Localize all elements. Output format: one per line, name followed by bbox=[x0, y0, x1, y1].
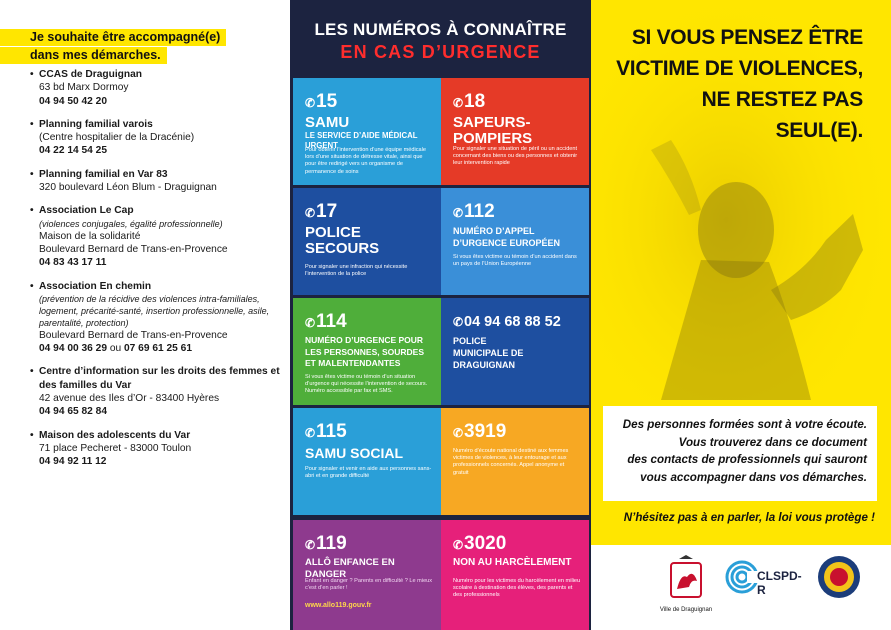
tile-subtitle: LE SERVICE D’AIDE MÉDICAL URGENT bbox=[305, 131, 418, 150]
tile-15 bbox=[293, 78, 441, 185]
message-body bbox=[603, 416, 867, 486]
contact-association-en-chemin bbox=[30, 280, 285, 356]
contact-address: Boulevard Bernard de Trans-en-Provence bbox=[39, 329, 228, 341]
tile-subtitle: NUMÉRO D’APPEL D’URGENCE EUROPÉEN bbox=[453, 226, 561, 248]
contact-name: • Association En chemin bbox=[39, 280, 152, 292]
tile-112 bbox=[441, 188, 589, 295]
contact-name: • Maison des adolescents du Var bbox=[39, 429, 191, 441]
message-line: vous accompagner dans vos démarches. bbox=[640, 470, 867, 484]
contact-phone[interactable]: 04 22 14 54 25 bbox=[39, 145, 107, 157]
main-headline bbox=[616, 22, 863, 146]
tile-description: Si vous êtes victime ou témoin d’un situation d’urgence qui nécessite l’intervention de secours. Numéro accessible par fax et SMS. bbox=[305, 374, 428, 395]
tile-title: SAMU SOCIAL bbox=[305, 445, 403, 461]
contact-address: 320 boulevard Léon Blum - Draguignan bbox=[39, 182, 217, 194]
tile-subtitle: NUMÉRO D’URGENCE POUR LES PERSONNES, SOURDES ET MALENTENDANTES bbox=[305, 335, 425, 368]
tile-title: POLICE SECOURS bbox=[305, 224, 380, 257]
contact-note: (violences conjugales, égalité professionnelle) bbox=[39, 218, 223, 229]
contact-name: • CCAS de Draguignan bbox=[39, 69, 143, 80]
phone-icon: ✆ bbox=[305, 538, 316, 552]
emergency-title-line-1: LES NUMÉROS À CONNAÎTRE bbox=[314, 20, 567, 39]
clspd-rings-icon bbox=[725, 557, 759, 597]
tile-description: Enfant en danger ? Parents en difficulté ? Le mieux c’est d’en parler ! bbox=[305, 578, 433, 592]
tile-description: Numéro d’écoute national destiné aux femmes victimes de violences, à leur entourage et aux professionnels concernés. Appel anonyme et gratuit bbox=[453, 448, 569, 476]
tile-description: Numéro pour les victimes du harcèlement en milieu scolaire à destination des élèves, des parents et des professionnels bbox=[453, 578, 581, 599]
contact-planning-familial-varois bbox=[30, 118, 285, 158]
headline-line: VICTIME DE VIOLENCES, bbox=[616, 57, 863, 80]
contact-phone[interactable]: 04 94 00 36 29 bbox=[39, 343, 107, 355]
phone-icon: ✆ bbox=[305, 206, 316, 220]
tile-description: Pour signaler et venir en aide aux personnes sans-abri et en grande difficulté bbox=[305, 466, 432, 480]
contact-name: • Planning familial varois bbox=[39, 118, 153, 130]
contact-phone[interactable]: 04 94 50 42 20 bbox=[39, 95, 107, 107]
tile-title: ALLÔ ENFANCE EN DANGER bbox=[305, 557, 395, 580]
seal-logo bbox=[817, 555, 861, 599]
tile-number[interactable]: ✆112 bbox=[453, 201, 495, 222]
contact-name: • Centre d’information sur les droits des femmes et des familles du Var bbox=[39, 366, 280, 391]
tile-number[interactable]: ✆3020 bbox=[453, 533, 507, 554]
contact-address: 63 bd Marx Dormoy bbox=[39, 82, 129, 94]
contact-name: • Planning familial en Var 83 bbox=[39, 168, 168, 180]
tile-link[interactable]: www.allo119.gouv.fr bbox=[305, 602, 372, 609]
tile-number[interactable]: ✆119 bbox=[305, 533, 347, 554]
tile-3919 bbox=[441, 408, 589, 515]
dragon-crest-icon bbox=[657, 555, 715, 605]
ville-draguignan-logo bbox=[657, 555, 715, 615]
headline-line: NE RESTEZ PAS bbox=[701, 88, 863, 111]
tile-description: Pour signaler une infraction qui nécessite l’intervention de la police bbox=[305, 264, 408, 278]
message-line: des contacts de professionnels qui sauront bbox=[627, 453, 867, 466]
contact-address: Maison de la solidarité bbox=[39, 230, 141, 242]
contact-note: (prévention de la récidive des violences intra-familiales, logement, précarité-santé, insertion professionnelle, asile, parentalité, protection) bbox=[39, 293, 270, 328]
contact-name: • Association Le Cap bbox=[39, 205, 134, 217]
clspd-logo-text: CLSPD-R bbox=[757, 569, 802, 597]
tile-115 bbox=[293, 408, 441, 515]
phone-icon: ✆ bbox=[453, 426, 464, 440]
headline-line: SI VOUS PENSEZ ÊTRE bbox=[631, 26, 863, 49]
message-line: Vous trouverez dans ce document bbox=[678, 435, 867, 449]
tile-title: NON AU HARCÈLEMENT bbox=[453, 557, 572, 568]
logos-bar bbox=[591, 545, 891, 630]
contact-address: Boulevard Bernard de Trans-en-Provence bbox=[39, 243, 228, 255]
tile-114 bbox=[293, 298, 441, 405]
contact-cidff-var bbox=[30, 365, 285, 418]
contact-address: 42 avenue des Iles d’Or - 83400 Hyères bbox=[39, 393, 220, 405]
contact-association-le-cap bbox=[30, 204, 285, 269]
tile-3020 bbox=[441, 520, 589, 630]
contact-maison-des-adolescents bbox=[30, 429, 285, 469]
contact-ccas bbox=[30, 68, 285, 108]
tile-title: SAPEURS-POMPIERS bbox=[453, 114, 533, 147]
contacts-panel bbox=[0, 0, 290, 630]
emergency-header bbox=[290, 0, 591, 76]
tile-number[interactable]: ✆114 bbox=[305, 311, 347, 332]
call-to-action: N’hésitez pas à en parler, la loi vous protège ! bbox=[623, 511, 875, 524]
ville-logo-text: Ville de Draguignan bbox=[659, 607, 713, 613]
tile-title-text: SAMU bbox=[305, 114, 350, 131]
tile-number[interactable]: ✆115 bbox=[305, 421, 347, 442]
contact-phone[interactable]: 04 94 92 11 12 bbox=[39, 456, 107, 468]
heading-line-1: Je souhaite être accompagné(e) bbox=[0, 29, 226, 46]
tile-description: Si vous êtes victime ou témoin d’un accident dans un pays de l’Union Européenne bbox=[453, 254, 577, 268]
tile-17 bbox=[293, 188, 441, 295]
phone-icon: ✆ bbox=[305, 96, 316, 110]
headline-line: SEUL(E). bbox=[775, 119, 863, 142]
contacts-heading bbox=[0, 28, 226, 64]
tile-number[interactable]: ✆3919 bbox=[453, 421, 507, 442]
tile-number[interactable]: ✆15 bbox=[305, 91, 338, 112]
contact-address: (Centre hospitalier de la Dracénie) bbox=[39, 132, 195, 144]
emergency-numbers-panel bbox=[290, 0, 591, 630]
contact-list bbox=[30, 68, 285, 479]
tile-number[interactable]: ✆17 bbox=[305, 201, 338, 222]
contact-phone[interactable]: 04 94 65 82 84 bbox=[39, 406, 107, 418]
phone-icon: ✆ bbox=[305, 426, 316, 440]
contact-phone-2[interactable]: 07 69 61 25 61 bbox=[124, 343, 192, 355]
tile-18 bbox=[441, 78, 589, 185]
tile-title bbox=[305, 115, 435, 150]
emergency-title-line-2: EN CAS D’URGENCE bbox=[340, 42, 541, 62]
phone-icon: ✆ bbox=[453, 315, 464, 329]
tile-description: Pour signaler une situation de péril ou un accident concernant des biens ou des personnes et obtenir leur intervention rapide bbox=[453, 146, 578, 167]
tile-police-municipale bbox=[441, 298, 589, 405]
phone-icon: ✆ bbox=[305, 316, 316, 330]
message-line: Des personnes formées sont à votre écoute. bbox=[622, 418, 867, 431]
phone-icon: ✆ bbox=[453, 206, 464, 220]
contact-address: 71 place Pecheret - 83000 Toulon bbox=[39, 442, 192, 454]
clspd-logo bbox=[725, 557, 805, 601]
tile-description: Pour obtenir l’intervention d’une équipe médicale lors d’une situation de détresse vitale, ainsi que pour être redirigé vers un organisme de permanence de soins bbox=[305, 147, 426, 175]
contact-phone[interactable]: 04 83 43 17 11 bbox=[39, 257, 107, 269]
tile-subtitle: POLICE MUNICIPALE DE DRAGUIGNAN bbox=[453, 336, 524, 370]
contact-phone-or: ou bbox=[109, 343, 122, 355]
message-panel bbox=[591, 0, 891, 630]
phone-icon: ✆ bbox=[453, 538, 464, 552]
tile-119 bbox=[293, 520, 441, 630]
contact-phone-group bbox=[39, 342, 285, 355]
tile-number[interactable]: ✆18 bbox=[453, 91, 486, 112]
heading-line-2: dans mes démarches. bbox=[0, 47, 167, 64]
phone-icon: ✆ bbox=[453, 96, 464, 110]
contact-planning-familial-var-83 bbox=[30, 168, 285, 195]
seal-icon bbox=[817, 555, 861, 599]
tile-number[interactable]: ✆04 94 68 88 52 bbox=[453, 314, 561, 330]
